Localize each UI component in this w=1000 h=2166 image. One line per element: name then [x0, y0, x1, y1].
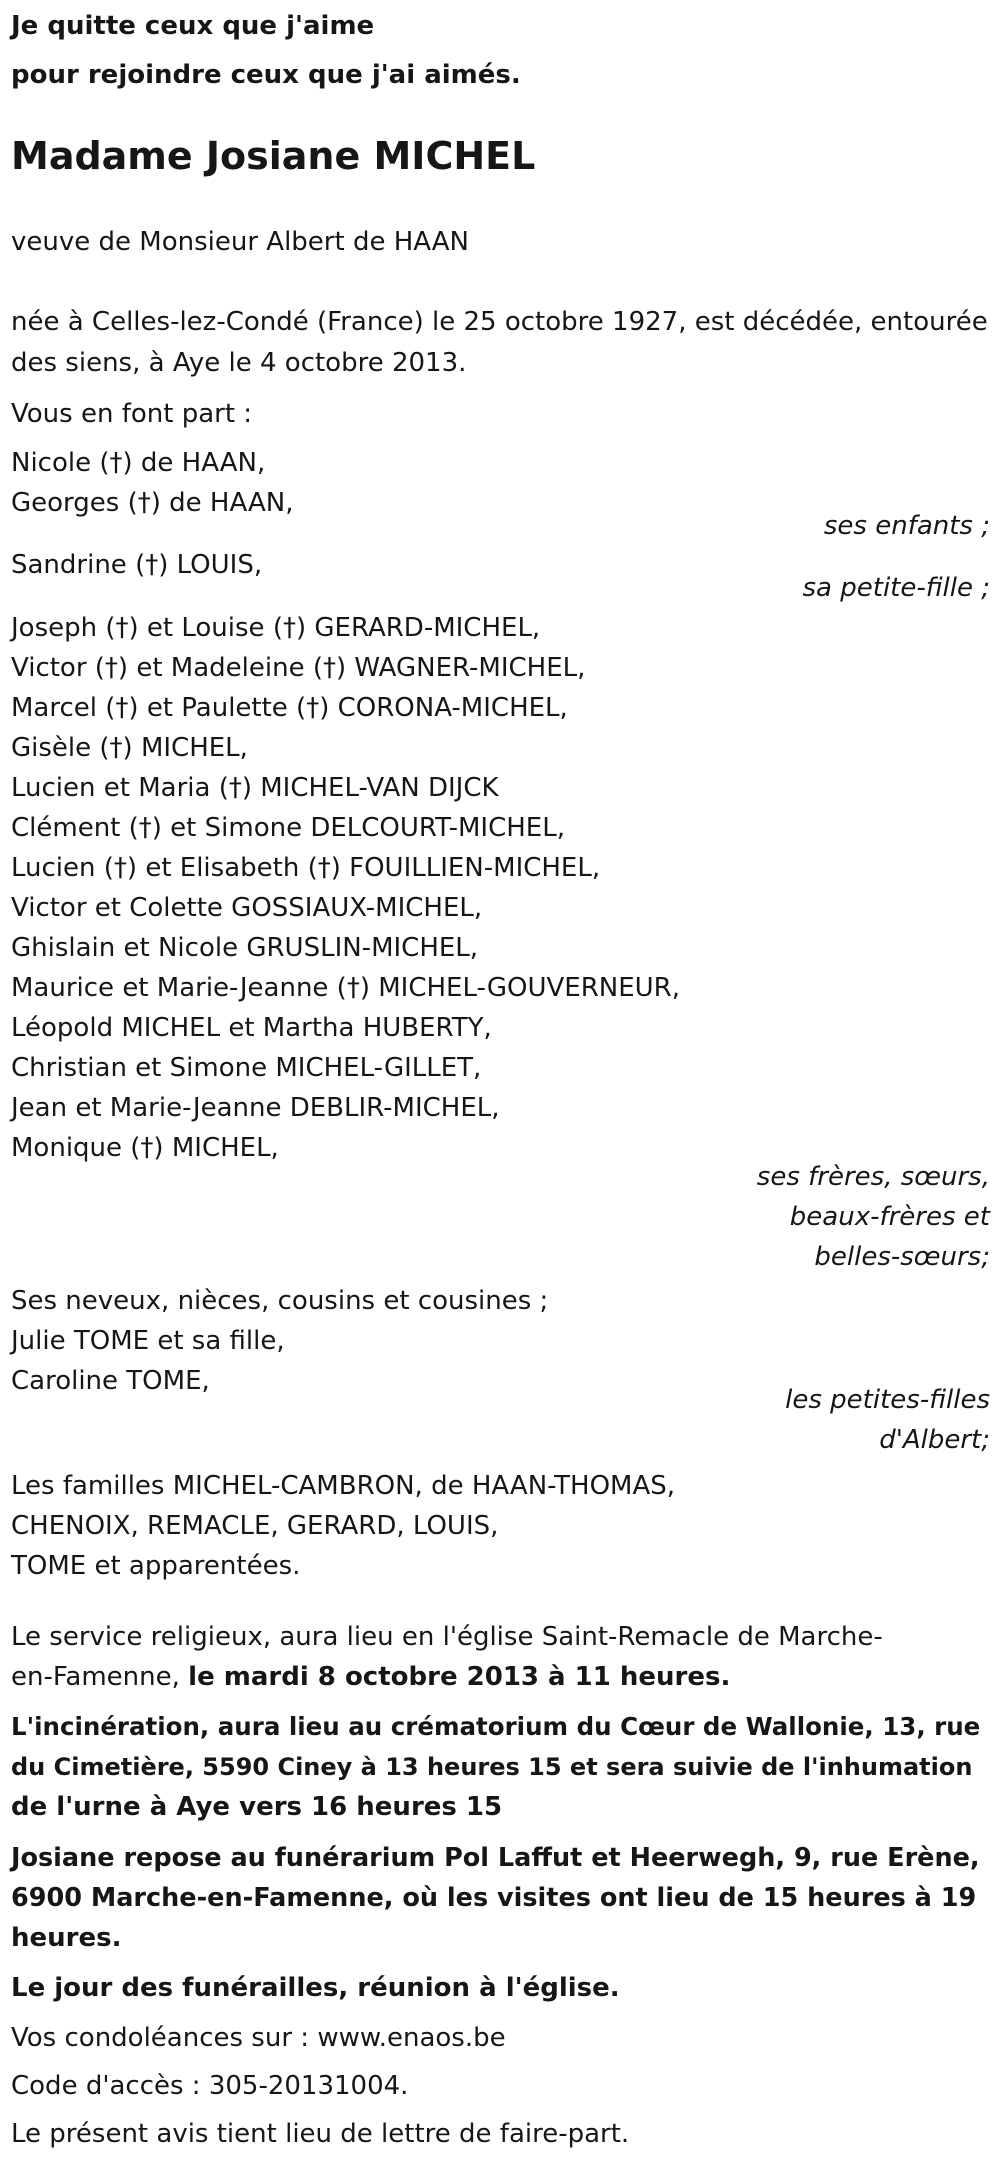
sibling-6: Clément (†) et Simone DELCOURT-MICHEL,	[11, 813, 565, 843]
rests-line-3: heures.	[11, 1923, 122, 1953]
incineration-line-1: L'incinération, aura lieu au crématorium du Cœur de Wallonie, 13, rue	[11, 1712, 981, 1741]
epigraph-line-2: pour rejoindre ceux que j'ai aimés.	[11, 60, 521, 90]
spouse-line: veuve de Monsieur Albert de HAAN	[11, 227, 470, 257]
funeral-day-line: Le jour des funérailles, réunion à l'église.	[11, 1973, 620, 2003]
incineration-line-2: du Cimetière, 5590 Ciney à 13 heures 15 et sera suivie de l'inhumation	[11, 1753, 973, 1781]
service-place-end: en-Famenne,	[11, 1662, 180, 1692]
sibling-7: Lucien (†) et Elisabeth (†) FOUILLIEN-MICHEL,	[11, 853, 601, 883]
sibling-2: Victor (†) et Madeleine (†) WAGNER-MICHEL,	[11, 653, 586, 683]
sibling-9: Ghislain et Nicole GRUSLIN-MICHEL,	[11, 933, 479, 963]
sibling-3: Marcel (†) et Paulette (†) CORONA-MICHEL,	[11, 693, 568, 723]
rests-line-1: Josiane repose au funérarium Pol Laffut et Heerwegh, 9, rue Erène,	[11, 1843, 980, 1873]
petites-filles-label-1: les petites-filles	[785, 1385, 990, 1415]
rests-line-2: 6900 Marche-en-Famenne, où les visites ont lieu de 15 heures à 19	[11, 1883, 977, 1913]
sibling-8: Victor et Colette GOSSIAUX-MICHEL,	[11, 893, 483, 923]
announce-line: Vous en font part :	[11, 399, 253, 429]
closing-line: Le présent avis tient lieu de lettre de faire-part.	[11, 2119, 630, 2149]
birth-death-line-1: née à Celles-lez-Condé (France) le 25 octobre 1927, est décédée, entourée	[11, 307, 988, 337]
incineration-line-3: de l'urne à Aye vers 16 heures 15	[11, 1792, 503, 1822]
service-date: le mardi 8 octobre 2013 à 11 heures.	[188, 1662, 731, 1692]
siblings-label-3: belles-sœurs;	[814, 1242, 990, 1272]
service-line-1: Le service religieux, aura lieu en l'église Saint-Remacle de Marche-	[11, 1622, 883, 1652]
sibling-10: Maurice et Marie-Jeanne (†) MICHEL-GOUVERNEUR,	[11, 973, 680, 1003]
epigraph-line-1: Je quitte ceux que j'aime	[11, 11, 375, 41]
deceased-name: Madame Josiane MICHEL	[11, 134, 536, 178]
child-1: Nicole (†) de HAAN,	[11, 448, 266, 478]
julie-line: Julie TOME et sa fille,	[11, 1326, 285, 1356]
child-2: Georges (†) de HAAN,	[11, 488, 294, 518]
siblings-label-2: beaux-frères et	[789, 1202, 990, 1232]
sibling-14: Monique (†) MICHEL,	[11, 1133, 279, 1163]
granddaughter-label: sa petite-fille ;	[802, 573, 990, 603]
families-line-2: CHENOIX, REMACLE, GERARD, LOUIS,	[11, 1511, 499, 1541]
families-line-3: TOME et apparentées.	[11, 1551, 301, 1581]
birth-death-line-2: des siens, à Aye le 4 octobre 2013.	[11, 348, 467, 378]
children-label: ses enfants ;	[823, 511, 990, 541]
sibling-11: Léopold MICHEL et Martha HUBERTY,	[11, 1013, 492, 1043]
sibling-4: Gisèle (†) MICHEL,	[11, 733, 248, 763]
condolences-line: Vos condoléances sur : www.enaos.be	[11, 2023, 506, 2053]
sibling-13: Jean et Marie-Jeanne DEBLIR-MICHEL,	[11, 1093, 500, 1123]
nephews-line: Ses neveux, nièces, cousins et cousines ;	[11, 1286, 549, 1316]
access-code-line: Code d'accès : 305-20131004.	[11, 2071, 409, 2101]
granddaughter-line: Sandrine (†) LOUIS,	[11, 550, 263, 580]
service-line-2	[11, 1657, 730, 1697]
sibling-12: Christian et Simone MICHEL-GILLET,	[11, 1053, 482, 1083]
sibling-5: Lucien et Maria (†) MICHEL-VAN DIJCK	[11, 773, 499, 803]
siblings-label-1: ses frères, sœurs,	[756, 1162, 990, 1192]
sibling-1: Joseph (†) et Louise (†) GERARD-MICHEL,	[11, 613, 541, 643]
petites-filles-label-2: d'Albert;	[879, 1425, 990, 1455]
families-line-1: Les familles MICHEL-CAMBRON, de HAAN-THOMAS,	[11, 1471, 676, 1501]
caroline-line: Caroline TOME,	[11, 1366, 210, 1396]
